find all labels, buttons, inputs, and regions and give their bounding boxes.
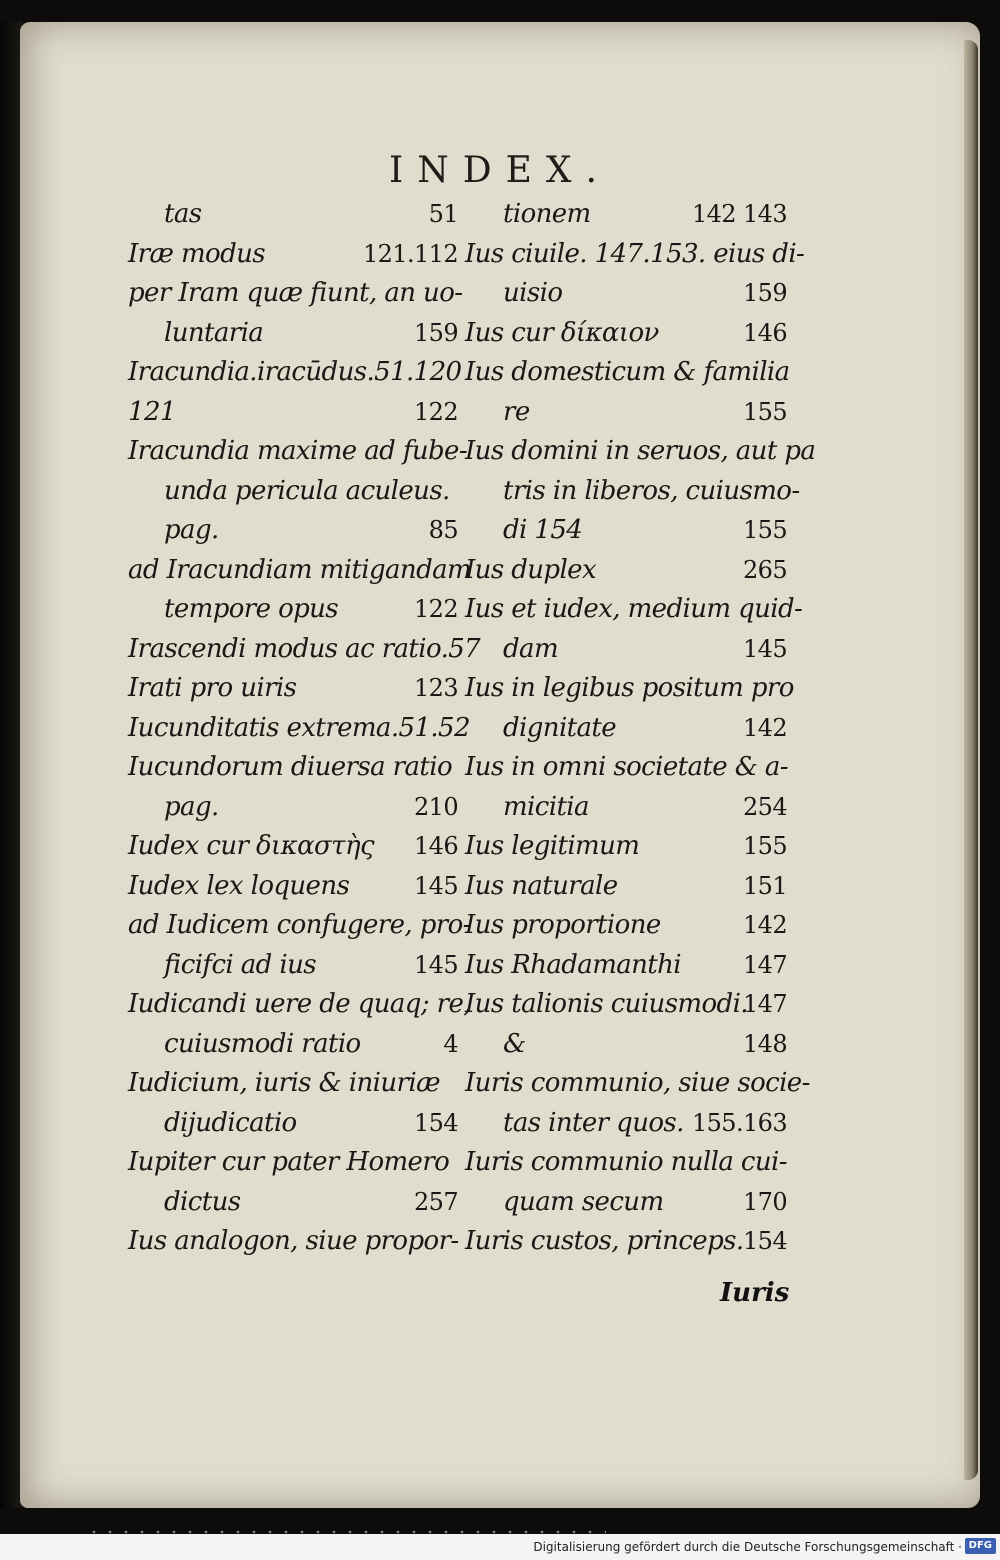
index-entry — [128, 1222, 458, 1262]
page-title: INDEX. — [389, 150, 611, 191]
index-entry — [465, 906, 787, 946]
entry-text: 121 — [128, 396, 176, 427]
entry-text: Ius duplex — [465, 554, 597, 585]
entry-text: cuiusmodi ratio — [164, 1028, 361, 1059]
entry-text: Iudex cur δικαστὴς — [128, 831, 374, 861]
index-entry — [128, 669, 458, 709]
entry-page-ref: 146 — [413, 832, 458, 860]
index-entry — [465, 748, 787, 788]
index-entry — [465, 353, 790, 393]
entry-page-ref: 155.163 — [691, 1108, 787, 1137]
catchword: Iuris — [720, 1278, 790, 1308]
index-entry — [465, 630, 787, 670]
entry-page-ref: 265 — [742, 555, 787, 584]
entry-text: Ius proportione — [465, 910, 661, 940]
entry-text: Iudex lex loquens — [128, 870, 350, 901]
entry-text: Iracundia maxime ad fube- — [128, 436, 468, 466]
entry-page-ref: 254 — [742, 792, 787, 821]
entry-text: Ius Rhadamanthi — [465, 949, 681, 980]
index-entry — [128, 867, 458, 907]
index-entry — [128, 709, 470, 749]
index-entry — [465, 235, 805, 275]
index-entry — [465, 1104, 787, 1144]
entry-page-ref: 155 — [742, 516, 787, 544]
index-entry — [128, 432, 468, 472]
entry-text: Ius naturale — [465, 870, 618, 901]
index-entry — [128, 393, 458, 433]
entry-text: Iuris custos, princeps. — [465, 1226, 744, 1256]
entry-text: Iræ modus — [128, 238, 266, 269]
index-entry — [128, 590, 458, 630]
entry-page-ref: 51 — [428, 200, 458, 228]
index-entry — [465, 709, 787, 749]
index-entry — [465, 195, 787, 235]
entry-text: & — [503, 1028, 526, 1059]
entry-text: Iupiter cur pater Homero — [128, 1147, 450, 1177]
entry-page-ref: 159 — [742, 279, 787, 307]
index-entry — [465, 946, 787, 986]
index-entry — [465, 551, 787, 591]
index-entry — [465, 985, 787, 1025]
index-entry — [465, 590, 803, 630]
entry-page-ref: 145 — [413, 950, 458, 979]
entry-text: re — [503, 396, 530, 427]
index-entry — [128, 906, 471, 946]
entry-text: ad Iracundiam mitigandam — [128, 554, 472, 585]
entry-text: luntaria — [164, 317, 264, 348]
entry-page-ref: 148 — [742, 1029, 787, 1058]
index-entry — [128, 630, 481, 670]
entry-text: Ius talionis cuiusmodi. — [465, 989, 748, 1019]
index-entry — [128, 1183, 458, 1223]
index-entry — [128, 551, 472, 591]
entry-text: dijudicatio — [164, 1107, 297, 1138]
entry-text: per Iram quæ fiunt, an uo- — [128, 278, 463, 308]
index-entry — [465, 867, 787, 907]
entry-page-ref: 155 — [742, 397, 787, 426]
entry-text: Ius ciuile. 147.153. eius di- — [465, 238, 805, 269]
entry-text: Iracundia.iracūdus.51.120 — [128, 357, 462, 387]
index-entry — [465, 472, 800, 512]
entry-page-ref: 146 — [742, 318, 787, 347]
entry-page-ref: 151 — [742, 871, 787, 900]
index-entry — [465, 274, 787, 314]
index-entry — [128, 1064, 458, 1104]
index-entry — [128, 274, 463, 314]
footer-dot-rule — [86, 1530, 606, 1534]
entry-page-ref: 159 — [413, 318, 458, 347]
index-entry — [128, 235, 458, 275]
index-entry — [465, 432, 816, 472]
index-entry — [465, 1183, 787, 1223]
entry-text: uisio — [503, 278, 563, 308]
entry-page-ref: 142 — [742, 911, 787, 939]
entry-text: dictus — [164, 1186, 241, 1217]
index-entry — [128, 788, 458, 828]
index-column-right — [465, 195, 816, 1262]
entry-text: Ius domesticum & familia — [465, 357, 790, 387]
index-column-left — [128, 195, 481, 1262]
index-entry — [128, 1104, 458, 1144]
index-entry — [128, 827, 458, 867]
entry-text: Ius domini in seruos, aut pa — [465, 436, 816, 466]
index-entry — [128, 511, 458, 551]
index-entry — [465, 788, 787, 828]
index-entry — [128, 195, 458, 235]
entry-text: dam — [503, 633, 558, 664]
entry-page-ref: 142 143 — [691, 200, 787, 228]
entry-page-ref: 122 — [413, 595, 458, 623]
entry-text: Ius in legibus positum pro — [465, 673, 794, 703]
page-edge — [964, 40, 978, 1480]
entry-text: tas — [164, 199, 202, 229]
entry-text: ad Iudicem confugere, pro- — [128, 910, 471, 940]
entry-page-ref: 121.112 — [362, 239, 458, 268]
index-entry — [465, 511, 787, 551]
index-entry — [465, 314, 787, 354]
entry-page-ref: 155 — [742, 832, 787, 860]
entry-page-ref: 122 — [413, 397, 458, 426]
entry-text: tionem — [503, 199, 591, 229]
index-entry — [128, 1025, 458, 1065]
entry-page-ref: 147 — [742, 990, 787, 1018]
entry-text: Irascendi modus ac ratio.57 — [128, 633, 481, 664]
index-entry — [465, 669, 794, 709]
index-entry — [128, 985, 471, 1025]
book-binding — [0, 22, 22, 1508]
index-entry — [465, 393, 787, 433]
entry-page-ref: 257 — [413, 1187, 458, 1216]
entry-text: quam secum — [503, 1186, 664, 1217]
entry-text: Ius cur δίκαιον — [465, 317, 659, 348]
entry-page-ref: 4 — [443, 1029, 458, 1058]
index-entry — [128, 1143, 458, 1183]
entry-text: unda pericula aculeus. — [164, 475, 450, 506]
entry-text: di 154 — [503, 515, 583, 545]
index-entry — [128, 353, 462, 393]
entry-page-ref: 154 — [742, 1227, 787, 1255]
index-entry — [128, 472, 458, 512]
entry-text: Ius in omni societate & a- — [465, 752, 788, 782]
entry-text: Iudicandi uere de quaq; re, — [128, 989, 471, 1019]
index-entry — [465, 827, 787, 867]
entry-page-ref: 147 — [742, 950, 787, 979]
index-entry — [465, 1143, 787, 1183]
index-entry — [465, 1064, 810, 1104]
entry-text: Iucundorum diuersa ratio — [128, 752, 453, 782]
entry-text: Iuris communio, siue socie- — [465, 1068, 810, 1098]
entry-page-ref: 85 — [428, 516, 458, 544]
entry-text: Iudicium, iuris & iniuriæ — [128, 1068, 440, 1098]
entry-page-ref: 154 — [413, 1108, 458, 1137]
entry-text: Iucunditatis extrema.51.52 — [128, 712, 470, 743]
entry-text: tempore opus — [164, 594, 339, 624]
index-entry — [465, 1222, 787, 1262]
entry-page-ref: 170 — [742, 1187, 787, 1216]
entry-text: pag. — [164, 791, 219, 822]
entry-text: tris in liberos, cuiusmo- — [503, 475, 800, 506]
index-entry — [128, 946, 458, 986]
entry-text: Iuris communio nulla cui- — [465, 1147, 787, 1177]
index-entry — [128, 314, 458, 354]
index-entry — [128, 748, 458, 788]
entry-text: tas inter quos. — [503, 1107, 684, 1138]
entry-text: ficifci ad ius — [164, 949, 316, 980]
index-entry — [465, 1025, 787, 1065]
entry-page-ref: 145 — [413, 871, 458, 900]
entry-text: micitia — [503, 791, 589, 822]
entry-page-ref: 210 — [413, 792, 458, 821]
entry-page-ref: 142 — [742, 713, 787, 742]
entry-page-ref: 145 — [742, 634, 787, 663]
entry-page-ref: 123 — [413, 674, 458, 702]
entry-text: Ius legitimum — [465, 831, 640, 861]
entry-text: Ius et iudex, medium quid- — [465, 594, 803, 624]
entry-text: Ius analogon, siue propor- — [128, 1226, 459, 1256]
footer-credit: Digitalisierung gefördert durch die Deutsche Forschungsgemeinschaft · — [533, 1540, 962, 1554]
entry-text: Irati pro uiris — [128, 673, 297, 703]
dfg-logo: DFG — [965, 1538, 996, 1554]
entry-text: pag. — [164, 515, 219, 545]
entry-text: dignitate — [503, 712, 617, 743]
